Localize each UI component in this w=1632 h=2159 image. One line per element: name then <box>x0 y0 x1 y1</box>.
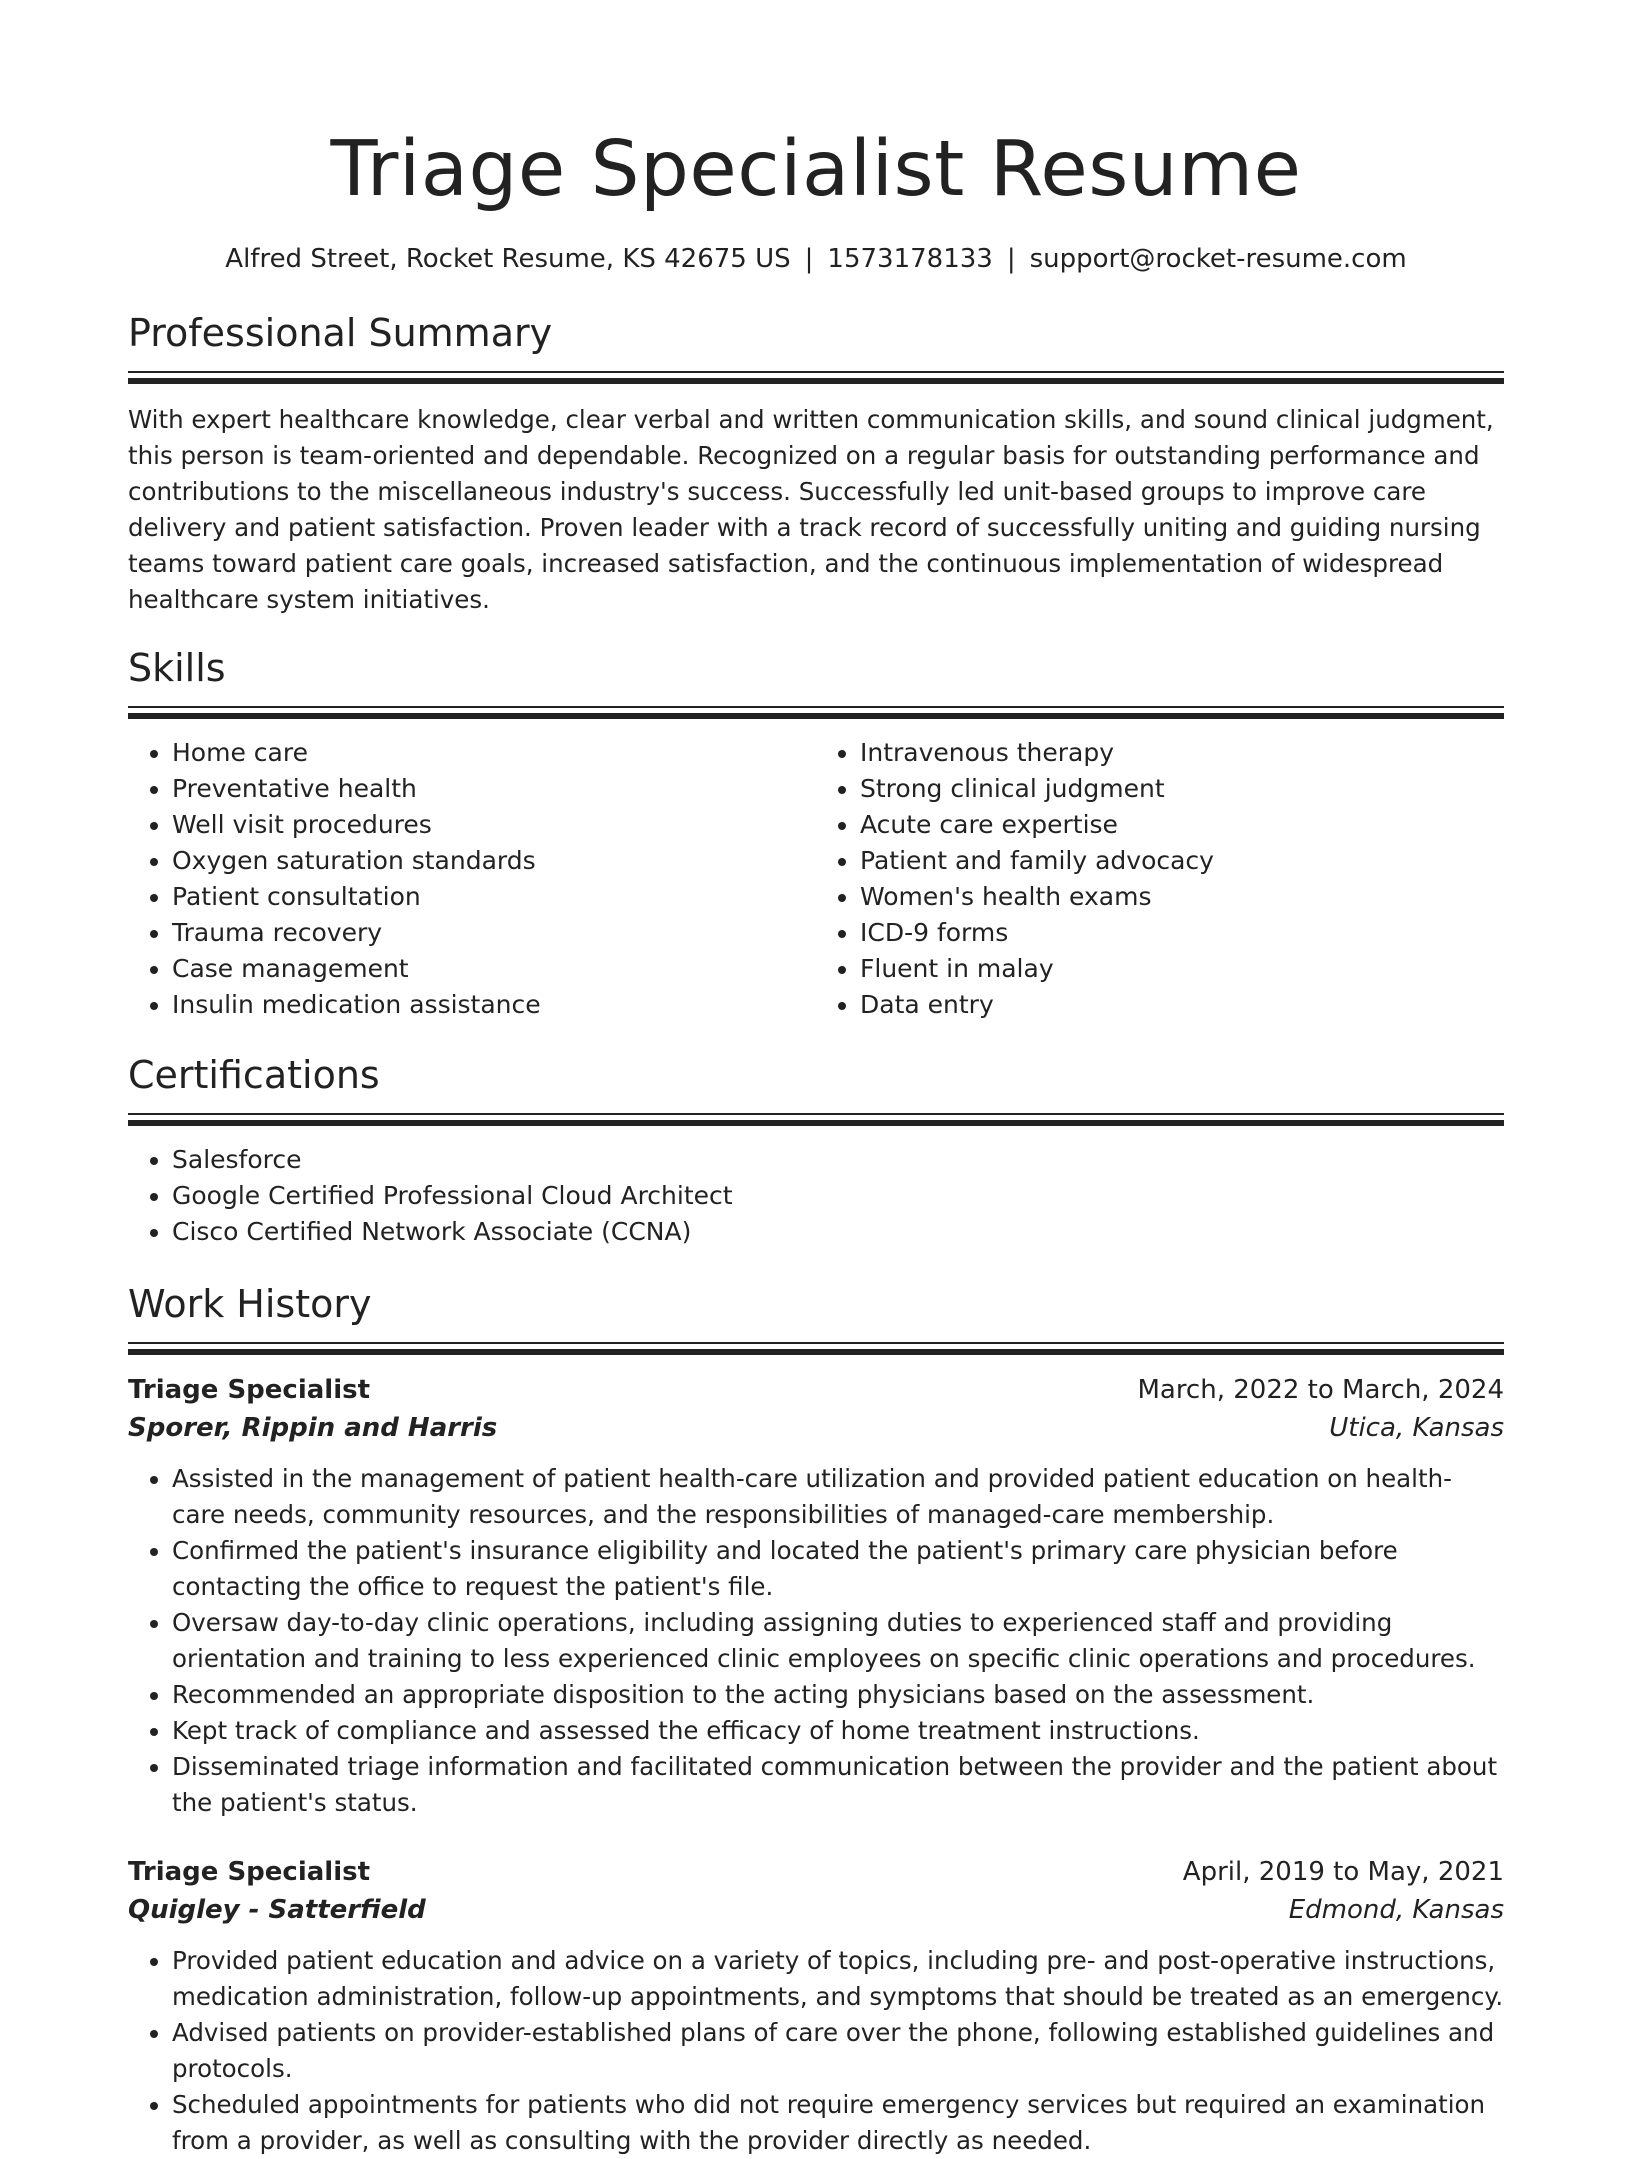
job-company: Sporer, Rippin and Harris <box>128 1413 498 1443</box>
section-divider <box>128 371 1504 384</box>
summary-text: With expert healthcare knowledge, clear verbal and written communication skills, and sound clinical judgment, this person is team-oriented and dependable. Recognized on a regular basis for outstanding performance and contributions to the miscellaneous industry's success. Successfully led unit-based groups to improve care delivery and patient satisfaction. Proven leader with a track record of successfully uniting and guiding nursing teams toward patient care goals, increased satisfaction, and the continuous implementation of widespread healthcare system initiatives. <box>128 405 1494 614</box>
job-bullet: • Recommended an appropriate disposition to the acting physicians based on the assessment. <box>172 1677 1504 1713</box>
job-bullets <box>128 1461 1504 1821</box>
skill-item: • Data entry <box>860 987 1504 1023</box>
contact-line <box>128 242 1504 276</box>
skill-item: • Case management <box>172 951 816 987</box>
job-bullet: • Advised patients on provider-established plans of care over the phone, following established guidelines and protocols. <box>172 2015 1504 2087</box>
job-dates: March, 2022 to March, 2024 <box>1137 1375 1504 1405</box>
work-section <box>128 1280 1504 2159</box>
job-bullet: • Disseminated triage information and facilitated communication between the provider and the patient about the patient's status. <box>172 1749 1504 1821</box>
contact-address: Alfred Street, Rocket Resume, KS 42675 US <box>225 244 791 274</box>
job-bullet: • Confirmed the patient's insurance eligibility and located the patient's primary care physician before contacting the office to request the patient's file. <box>172 1533 1504 1605</box>
skill-item: • Fluent in malay <box>860 951 1504 987</box>
skill-item: • Intravenous therapy <box>860 735 1504 771</box>
job-entry <box>128 1853 1504 2159</box>
skill-item: • Home care <box>172 735 816 771</box>
section-heading-summary: Professional Summary <box>128 311 553 355</box>
resume-title: Triage Specialist Resume <box>330 125 1302 214</box>
certifications-list <box>128 1142 1504 1250</box>
job-location: Utica, Kansas <box>1329 1413 1504 1443</box>
skill-item: • Women's health exams <box>860 879 1504 915</box>
job-dates: April, 2019 to May, 2021 <box>1182 1857 1504 1887</box>
skill-item: • Well visit procedures <box>172 807 816 843</box>
skill-item: • ICD-9 forms <box>860 915 1504 951</box>
section-divider <box>128 1113 1504 1126</box>
job-entry <box>128 1371 1504 1821</box>
skill-item: • Insulin medication assistance <box>172 987 816 1023</box>
resume-content <box>128 0 1504 2159</box>
job-subheader <box>128 1891 1504 1929</box>
certification-item: • Google Certified Professional Cloud Architect <box>172 1178 1504 1214</box>
skill-item: • Patient consultation <box>172 879 816 915</box>
job-company: Quigley - Satterfield <box>128 1895 426 1925</box>
skill-item: • Strong clinical judgment <box>860 771 1504 807</box>
skills-list-right <box>816 735 1504 1023</box>
section-divider <box>128 1342 1504 1355</box>
section-divider <box>128 706 1504 719</box>
job-title: Triage Specialist <box>128 1375 371 1405</box>
job-bullet: • Oversaw day-to-day clinic operations, including assigning duties to experienced staff and providing orientation and training to less experienced clinic employees on specific clinic operations and procedures. <box>172 1605 1504 1677</box>
skills-list-left <box>128 735 816 1023</box>
certifications-section <box>128 1051 1504 1250</box>
job-bullet: • Kept track of compliance and assessed the efficacy of home treatment instructions. <box>172 1713 1504 1749</box>
section-heading-skills: Skills <box>128 646 226 690</box>
certification-item: • Salesforce <box>172 1142 1504 1178</box>
certification-item: • Cisco Certified Network Associate (CCNA) <box>172 1214 1504 1250</box>
contact-separator: | <box>804 244 814 274</box>
job-bullet: • Provided patient education and advice on a variety of topics, including pre- and post-operative instructions, medication administration, follow-up appointments, and symptoms that should be treated as an emergency. <box>172 1943 1504 2015</box>
job-header <box>128 1371 1504 1409</box>
skill-item: • Acute care expertise <box>860 807 1504 843</box>
summary-section <box>128 309 1504 618</box>
job-bullets <box>128 1943 1504 2159</box>
skill-item: • Patient and family advocacy <box>860 843 1504 879</box>
job-title: Triage Specialist <box>128 1857 371 1887</box>
skills-columns <box>128 735 1504 1023</box>
section-heading-work: Work History <box>128 1282 372 1326</box>
job-subheader <box>128 1409 1504 1447</box>
job-header <box>128 1853 1504 1891</box>
contact-separator: | <box>1006 244 1016 274</box>
section-heading-certifications: Certifications <box>128 1053 380 1097</box>
job-bullet: • Scheduled appointments for patients who did not require emergency services but required an examination from a provider, as well as consulting with the provider directly as needed. <box>172 2087 1504 2159</box>
contact-email[interactable]: support@rocket-resume.com <box>1029 244 1407 274</box>
skill-item: • Oxygen saturation standards <box>172 843 816 879</box>
job-bullet: • Assisted in the management of patient health-care utilization and provided patient education on health-care needs, community resources, and the responsibilities of managed-care membership. <box>172 1461 1504 1533</box>
skills-section <box>128 644 1504 1023</box>
skill-item: • Trauma recovery <box>172 915 816 951</box>
contact-phone: 1573178133 <box>827 244 993 274</box>
skill-item: • Preventative health <box>172 771 816 807</box>
job-location: Edmond, Kansas <box>1288 1895 1504 1925</box>
